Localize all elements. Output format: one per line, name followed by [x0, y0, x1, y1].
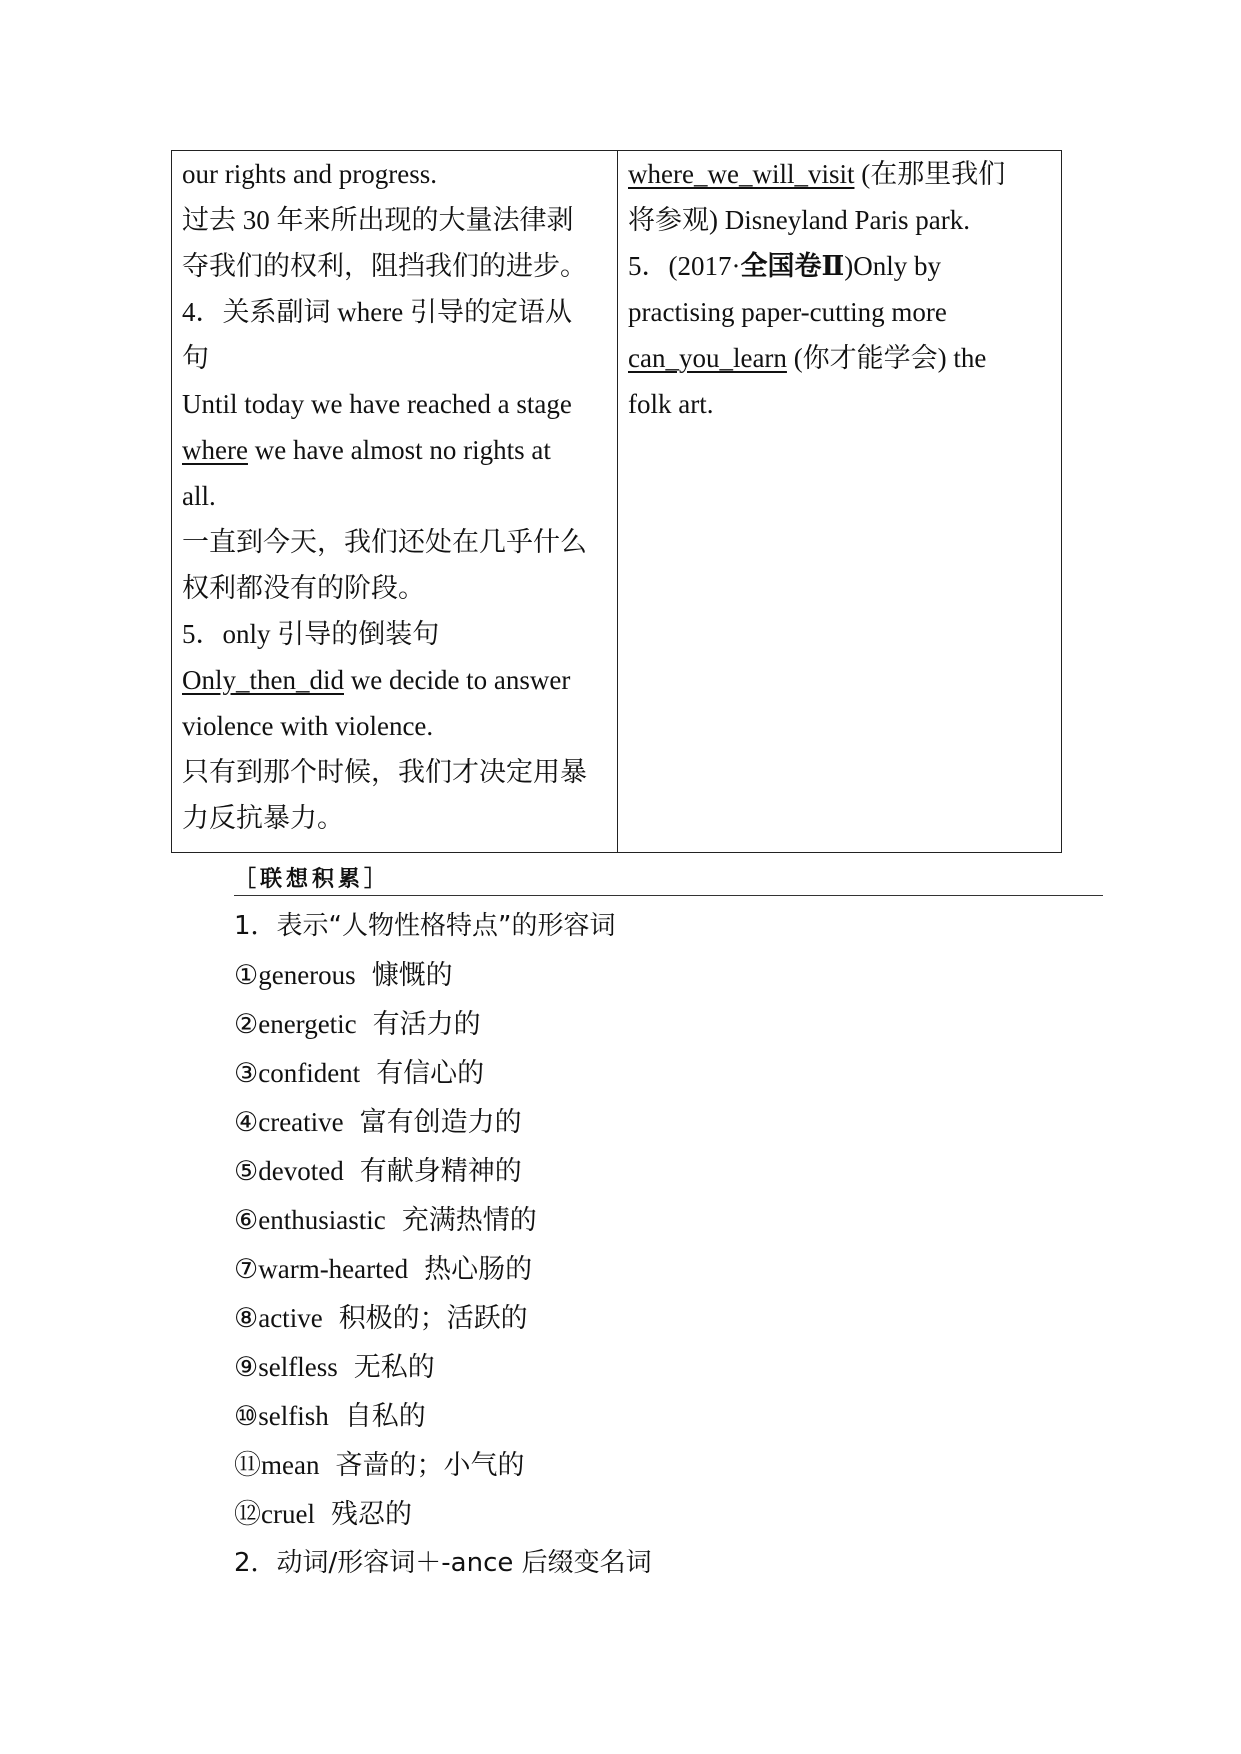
text-segment: all. [182, 481, 216, 511]
list-item [234, 1000, 652, 1049]
table-line [628, 381, 1053, 427]
item-chinese: 自私的 [344, 1401, 426, 1431]
list-item [234, 1392, 652, 1441]
item-number: ⑨ [234, 1352, 259, 1382]
table-line [182, 795, 609, 841]
item-number: ④ [234, 1107, 259, 1137]
table-line [182, 243, 609, 289]
item-english: selfish [258, 1401, 329, 1431]
text-segment: 5．only 引导的倒装句 [182, 619, 440, 649]
text-segment: 将参观) Disneyland Paris park. [628, 205, 970, 235]
text-segment: 全国卷Ⅱ [740, 251, 845, 281]
association-header [234, 866, 1103, 896]
content-table [171, 150, 1062, 853]
item-chinese: 慷慨的 [371, 960, 453, 990]
text-segment: practising paper-cutting more [628, 297, 947, 327]
table-line [182, 335, 609, 381]
list-item [234, 951, 652, 1000]
list-item [234, 1441, 652, 1490]
item-number: ② [234, 1009, 259, 1039]
table-line [628, 243, 1053, 289]
list-item [234, 1049, 652, 1098]
item-english: selfless [258, 1352, 338, 1382]
text-segment: we decide to answer [344, 665, 571, 695]
table-line [182, 473, 609, 519]
list-item [234, 1294, 652, 1343]
item-english: warm-hearted [258, 1254, 409, 1284]
table-line [628, 289, 1053, 335]
item-number: ① [234, 960, 259, 990]
table-line [182, 611, 609, 657]
underlined-answer: Only_then_did [182, 665, 344, 695]
item-chinese: 吝啬的；小气的 [335, 1450, 525, 1480]
table-line [628, 151, 1053, 197]
underlined-answer: where [182, 435, 248, 465]
table-line [182, 289, 609, 335]
text-segment: )Only by [844, 251, 941, 281]
list-item [234, 1245, 652, 1294]
association-title: ［联想积累］ [234, 866, 391, 891]
item-chinese: 无私的 [353, 1352, 435, 1382]
item-chinese: 充满热情的 [401, 1205, 537, 1235]
text-segment: (在那里我们 [854, 159, 1006, 189]
table-line [182, 749, 609, 795]
list-item [234, 1343, 652, 1392]
item-number: ⑫ [234, 1499, 261, 1529]
table-line [182, 427, 609, 473]
item-number: ③ [234, 1058, 259, 1088]
table-line [182, 657, 609, 703]
association-list [234, 902, 652, 1588]
section-heading-2: 2．动词/形容词＋-ance 后缀变名词 [234, 1548, 652, 1578]
underlined-answer: where_we_will_visit [628, 159, 855, 189]
item-chinese: 有献身精神的 [359, 1156, 522, 1186]
table-right-column [618, 151, 1061, 852]
text-segment: Until today we have reached a stage [182, 389, 572, 419]
table-line [182, 197, 609, 243]
item-chinese: 有活力的 [372, 1009, 481, 1039]
item-english: confident [258, 1058, 361, 1088]
item-english: energetic [258, 1009, 357, 1039]
text-segment: 夺我们的权利，阻挡我们的进步。 [182, 251, 587, 281]
item-english: active [258, 1303, 323, 1333]
text-segment: 4．关系副词 where 引导的定语从 [182, 297, 572, 327]
item-chinese: 残忍的 [330, 1499, 412, 1529]
item-english: devoted [258, 1156, 344, 1186]
item-number: ⑥ [234, 1205, 259, 1235]
table-left-column [172, 151, 618, 852]
text-segment: 过去 30 年来所出现的大量法律剥 [182, 205, 574, 235]
item-english: cruel [261, 1499, 315, 1529]
list-item [234, 1147, 652, 1196]
text-segment: 一直到今天，我们还处在几乎什么 [182, 527, 587, 557]
table-line [182, 151, 609, 197]
item-number: ⑩ [234, 1401, 259, 1431]
section-heading-1: 1．表示“人物性格特点”的形容词 [234, 911, 616, 941]
text-segment: we have almost no rights at [247, 435, 551, 465]
item-chinese: 有信心的 [376, 1058, 485, 1088]
text-segment: 权利都没有的阶段。 [182, 573, 425, 603]
item-chinese: 积极的；活跃的 [338, 1303, 528, 1333]
table-line [182, 381, 609, 427]
item-chinese: 富有创造力的 [359, 1107, 522, 1137]
item-number: ⑤ [234, 1156, 259, 1186]
underlined-answer: can_you_learn [628, 343, 787, 373]
list-item [234, 1490, 652, 1539]
text-segment: our rights and progress. [182, 159, 437, 189]
list-item [234, 1098, 652, 1147]
item-chinese: 热心肠的 [424, 1254, 533, 1284]
item-english: creative [258, 1107, 344, 1137]
table-line [182, 703, 609, 749]
item-english: mean [261, 1450, 320, 1480]
table-line [182, 565, 609, 611]
adjective-items [234, 951, 652, 1539]
text-segment: (你才能学会) the [786, 343, 987, 373]
text-segment: violence with violence. [182, 711, 434, 741]
text-segment: folk art. [628, 389, 714, 419]
table-line [628, 197, 1053, 243]
table-line [628, 335, 1053, 381]
text-segment: 只有到那个时候，我们才决定用暴 [182, 757, 587, 787]
text-segment: 力反抗暴力。 [182, 803, 344, 833]
item-english: generous [258, 960, 356, 990]
text-segment: 5．(2017· [628, 251, 741, 281]
table-line [182, 519, 609, 565]
item-number: ⑦ [234, 1254, 259, 1284]
item-number: ⑧ [234, 1303, 259, 1333]
item-english: enthusiastic [258, 1205, 386, 1235]
list-item [234, 1196, 652, 1245]
item-number: ⑪ [234, 1450, 261, 1480]
text-segment: 句 [182, 343, 209, 373]
